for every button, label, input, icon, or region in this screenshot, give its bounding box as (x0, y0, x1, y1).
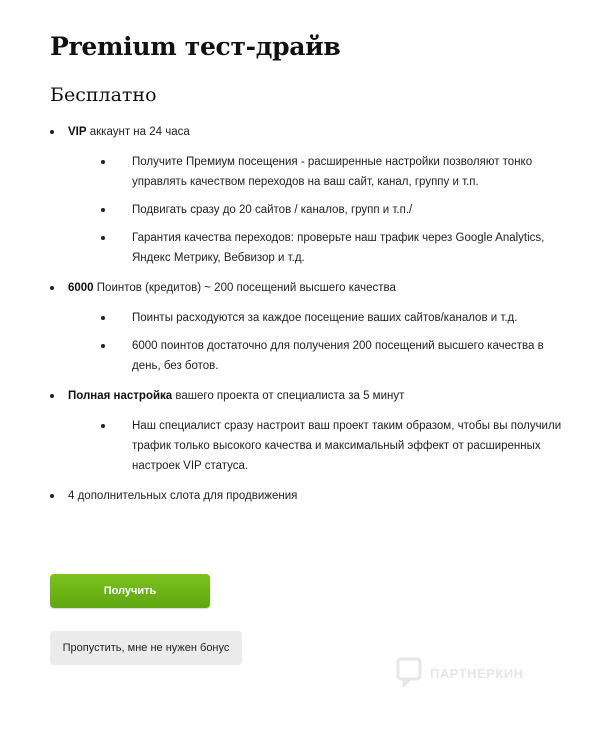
item-text: аккаунт на 24 часа (86, 126, 190, 138)
item-bold: 6000 (68, 282, 94, 294)
watermark (396, 657, 524, 690)
sub-list (68, 416, 570, 476)
sub-list-item: Поинты расходуются за каждое посещение ваших сайтов/каналов и т.д. (68, 308, 570, 328)
item-text: 4 дополнительных слота для продвижения (68, 490, 298, 502)
list-item (50, 386, 570, 476)
sub-list (68, 308, 570, 376)
item-bold: VIP (68, 126, 87, 138)
skip-button[interactable]: Пропустить, мне не нужен бонус (50, 631, 242, 665)
sub-list-item: Подвигать сразу до 20 сайтов / каналов, групп и т.п./ (68, 200, 570, 220)
chat-bubble-icon (396, 657, 422, 690)
get-button[interactable]: Получить (50, 574, 210, 608)
item-text: Поинтов (кредитов) ~ 200 посещений высшего качества (93, 282, 396, 294)
list-item (50, 122, 570, 268)
benefits-list (50, 122, 570, 506)
sub-list-item: Получите Премиум посещения - расширенные настройки позволяют тонко управлять качеством переходов на ваш сайт, канал, группу и т.п. (68, 152, 570, 192)
sub-list-item: Гарантия качества переходов: проверьте наш трафик через Google Analytics, Яндекс Метрику, Вебвизор и т.д. (68, 228, 570, 268)
main-content (50, 30, 570, 506)
sub-list (68, 152, 570, 268)
sub-list-item: 6000 поинтов достаточно для получения 200 посещений высшего качества в день, без ботов. (68, 336, 570, 376)
watermark-text: ПАРТНЕРКИН (430, 666, 524, 681)
page-subtitle: Бесплатно (50, 84, 157, 106)
page-title: Premium тест-драйв (50, 32, 341, 61)
list-item (50, 278, 570, 376)
item-bold: Полная настройка (68, 390, 173, 402)
list-item (50, 486, 570, 506)
sub-list-item: Наш специалист сразу настроит ваш проект таким образом, чтобы вы получили трафик только высокого качества и максимальный эффект от расширенных настроек VIP статуса. (68, 416, 570, 476)
item-text: вашего проекта от специалиста за 5 минут (172, 390, 405, 402)
